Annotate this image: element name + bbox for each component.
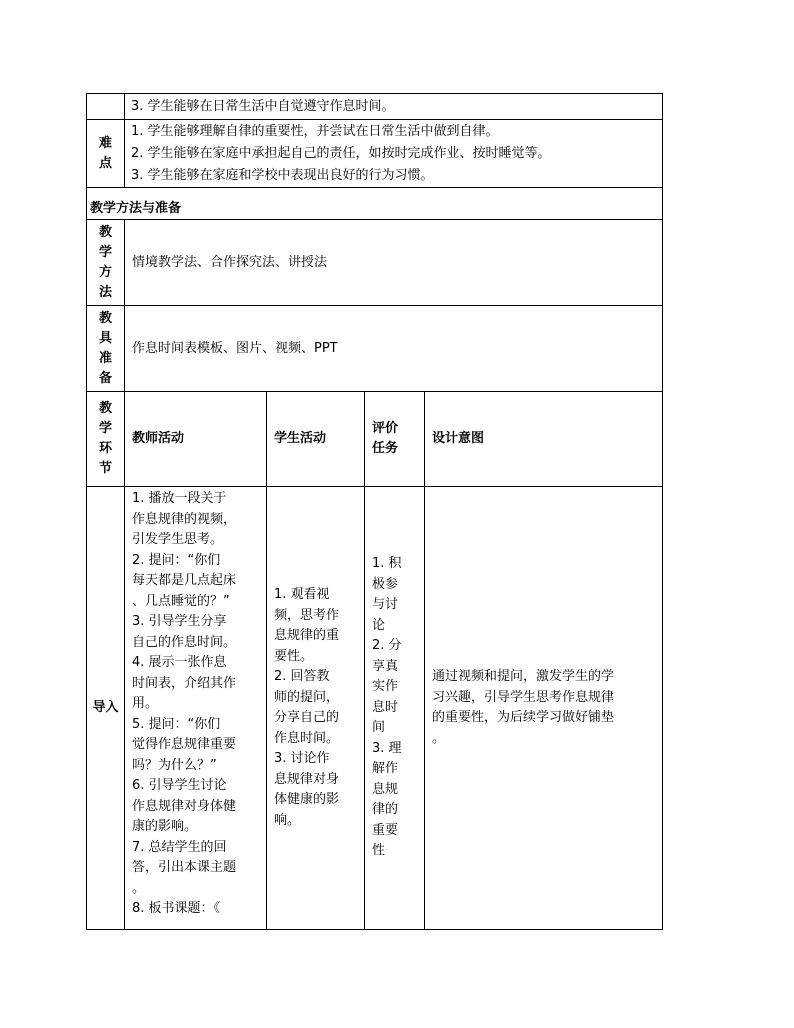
evaluation-task-line: 论: [372, 617, 386, 633]
intro-evaluation-task: [365, 487, 425, 930]
goal-continuation-row: [87, 94, 663, 120]
evaluation-task-line: 间: [372, 720, 386, 736]
evaluation-task-line: 息规: [372, 781, 399, 797]
teacher-activity-line: 作息规律的视频，: [132, 511, 237, 527]
design-intent-line: 的重要性，为后续学习做好铺垫: [432, 710, 615, 725]
goal-item-3: 3. 学生能够在日常生活中自觉遵守作息时间。: [131, 98, 395, 114]
teacher-activity-line: 自己的作息时间。: [132, 634, 237, 650]
intro-design-intent: [425, 487, 663, 930]
teacher-activity-line: 7. 总结学生的回: [132, 839, 227, 855]
student-activity-line: 2. 回答教: [274, 669, 330, 684]
tools-value: 作息时间表模板、图片、视频、PPT: [125, 306, 663, 392]
teacher-activity-line: 答，引出本课主题: [132, 860, 237, 875]
teacher-activity-line: 5. 提问：“你们: [132, 716, 221, 732]
method-label: 教 学 方 法: [87, 220, 125, 306]
design-intent-line: 。: [432, 730, 446, 746]
section-title: 教学方法与准备: [87, 188, 663, 220]
evaluation-task-header: 评价 任务: [365, 392, 425, 487]
evaluation-task-line: 享真: [372, 658, 399, 674]
document-page: [86, 93, 662, 930]
teacher-activity-line: 作息规律对身体健: [132, 798, 237, 814]
difficulty-item-2: 2. 学生能够在家庭中承担起自己的责任，如按时完成作业、按时睡觉等。: [131, 146, 551, 161]
teacher-activity-line: 、几点睡觉的？”: [132, 593, 230, 609]
evaluation-task-line: 解作: [372, 761, 399, 777]
evaluation-task-line: 重要: [372, 822, 399, 838]
intro-teacher-activity: [125, 487, 267, 930]
teacher-activity-line: 觉得作息规律重要: [132, 737, 237, 752]
evaluation-task-line: 极参: [372, 576, 399, 592]
student-activity-line: 息规律对身: [274, 771, 340, 787]
evaluation-task-line: 息时: [372, 699, 399, 715]
student-activity-header: 学生活动: [267, 392, 365, 487]
teacher-activity-line: 3. 引导学生分享: [132, 614, 227, 629]
difficulty-label: 难 点: [87, 120, 125, 188]
student-activity-line: 响。: [274, 812, 301, 828]
stage-label: 教 学 环 节: [87, 392, 125, 487]
evaluation-task-line: 3. 理: [372, 740, 402, 756]
student-activity-line: 作息时间。: [274, 730, 340, 746]
lesson-plan-table: [86, 93, 663, 930]
activity-header-row: [87, 392, 663, 487]
evaluation-task-line: 2. 分: [372, 638, 402, 654]
method-row: [87, 220, 663, 306]
teacher-activity-line: 每天都是几点起床: [132, 573, 237, 588]
teacher-activity-header: 教师活动: [125, 392, 267, 487]
goal-item-cell: [125, 94, 663, 120]
student-activity-line: 体健康的影: [274, 792, 340, 807]
student-activity-line: 息规律的重: [274, 628, 340, 643]
teacher-activity-line: 康的影响。: [132, 819, 198, 834]
goal-label-cell: [87, 94, 125, 120]
teacher-activity-line: 时间表，介绍其作: [132, 675, 237, 691]
student-activity-line: 3. 讨论作: [274, 751, 330, 766]
difficulty-row: [87, 120, 663, 188]
evaluation-task-line: 与讨: [372, 597, 399, 613]
evaluation-task-line: 1. 积: [372, 556, 402, 572]
teacher-activity-line: 4. 展示一张作息: [132, 655, 227, 670]
student-activity-line: 分享自己的: [274, 710, 340, 725]
evaluation-task-line: 性: [372, 843, 386, 859]
evaluation-task-line: 实作: [372, 679, 399, 695]
difficulty-item-1: 1. 学生能够理解自律的重要性，并尝试在日常生活中做到自律。: [131, 124, 499, 139]
teacher-activity-line: 2. 提问：“你们: [132, 552, 221, 568]
teacher-activity-line: 用。: [132, 696, 159, 711]
section-title-row: [87, 188, 663, 220]
method-value: 情境教学法、合作探究法、讲授法: [125, 220, 663, 306]
teacher-activity-line: 吗？为什么？”: [132, 757, 217, 773]
tools-row: [87, 306, 663, 392]
teacher-activity-line: 1. 播放一段关于: [132, 491, 227, 506]
teacher-activity-line: 6. 引导学生讨论: [132, 778, 227, 793]
teacher-activity-line: 引发学生思考。: [132, 532, 224, 547]
intro-student-activity: [267, 487, 365, 930]
intro-row: [87, 487, 663, 930]
design-intent-line: 通过视频和提问，激发学生的学: [432, 669, 615, 684]
difficulty-item-3: 3. 学生能够在家庭和学校中表现出良好的行为习惯。: [131, 168, 434, 183]
teacher-activity-line: 。: [132, 880, 146, 896]
student-activity-line: 要性。: [274, 648, 314, 664]
tools-label: 教 具 准 备: [87, 306, 125, 392]
design-intent-header: 设计意图: [425, 392, 663, 487]
teacher-activity-line: 8. 板书课题：《: [132, 901, 221, 916]
student-activity-line: 1. 观看视: [274, 587, 330, 602]
intro-label: 导入: [87, 487, 125, 930]
student-activity-line: 频，思考作: [274, 607, 340, 623]
design-intent-line: 习兴趣，引导学生思考作息规律: [432, 689, 615, 705]
evaluation-task-line: 律的: [372, 802, 399, 818]
student-activity-line: 师的提问，: [274, 689, 340, 705]
difficulty-items-cell: [125, 120, 663, 188]
